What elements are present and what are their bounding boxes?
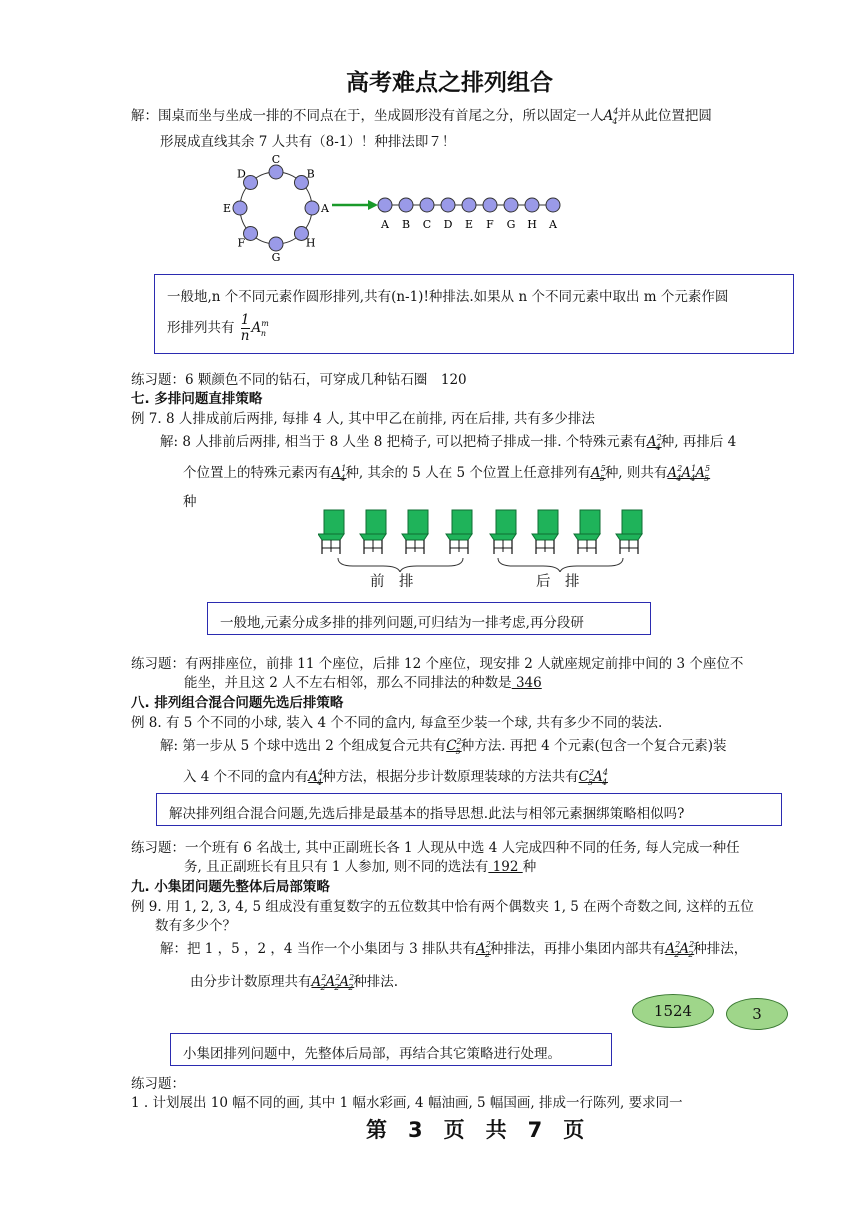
example-8: 例 8. 有 5 个不同的小球, 装入 4 个不同的盒内, 每盒至少装一个球, 共有多少不同的装法. <box>131 715 663 731</box>
line-node-label: H <box>527 218 537 231</box>
practice-7-line-2: 能坐，并且这 2 人不左右相邻，那么不同排法的种数是 346 <box>184 675 542 691</box>
practice-6: 练习题：6 颗颜色不同的钻石，可穿成几种钻石圈 120 <box>131 372 467 388</box>
practice-7-line-1: 练习题：有两排座位，前排 11 个座位，后排 12 个座位，现安排 2 人就座规定前排中间的 3 个座位不 <box>131 656 744 672</box>
circle-node-label: D <box>236 167 246 181</box>
page-footer: 第 3 页 共 7 页 <box>366 1118 585 1142</box>
circle-node-label: H <box>305 236 316 250</box>
circle-node-label: F <box>237 236 246 250</box>
page-title: 高考难点之排列组合 <box>346 70 553 96</box>
circle-node-label: E <box>222 202 232 215</box>
line-node <box>420 198 434 212</box>
line-node <box>462 198 476 212</box>
line-node-label: B <box>401 218 411 231</box>
example-7: 例 7. 8 人排成前后两排, 每排 4 人, 其中甲乙在前排, 丙在后排, 共有多少排法 <box>131 411 595 427</box>
line-node <box>504 198 518 212</box>
solution-1-line-2: 形展成直线其余 7 人共有（8-1）！种排法即７！ <box>160 134 456 150</box>
note-box-multirow: 一般地,元素分成多排的排列问题,可归结为一排考虑,再分段研 <box>207 602 651 635</box>
line-node-label: A <box>549 218 557 231</box>
oval-3: 3 <box>726 998 788 1030</box>
note-box-group: 小集团排列问题中，先整体后局部，再结合其它策略进行处理。 <box>170 1033 612 1066</box>
practice-9-heading: 练习题： <box>131 1076 185 1092</box>
note-box-mixed: 解决排列组合混合问题,先选后排是最基本的指导思想.此法与相邻元素捆绑策略相似吗? <box>156 793 782 826</box>
note-box-1-line-2: 形排列共有 $\frac{1}{n}$ $A^m_n$ <box>167 312 269 344</box>
practice-9-line-1: 1 . 计划展出 10 幅不同的画, 其中 1 幅水彩画, 4 幅油画, 5 幅国画, 排成一行陈列, 要求同一 <box>131 1095 683 1111</box>
arrow-head <box>368 200 378 210</box>
chair <box>402 510 428 554</box>
line-node <box>441 198 455 212</box>
chair <box>490 510 516 554</box>
chair <box>360 510 386 554</box>
solution-8-line-1: 解: 第一步从 5 个球中选出 2 个组成复合元共有$C^2_5$种方法. 再把 4 个元素(包含一个复合元素)装 <box>160 737 727 756</box>
circle-node-label: G <box>271 251 281 264</box>
line-node-label: C <box>422 218 432 231</box>
practice-8-answer: 192 <box>488 859 523 875</box>
solution-7-line-3: 种 <box>183 494 197 510</box>
chair <box>318 510 344 554</box>
circle-node <box>269 165 283 179</box>
line-node <box>378 198 392 212</box>
circle-node-label: B <box>306 167 315 181</box>
practice-8-line-1: 练习题：一个班有 6 名战士, 其中正副班长各 1 人现从中选 4 人完成四种不同的任务, 每人完成一种任 <box>131 840 740 856</box>
circle-node <box>233 201 247 215</box>
line-node-label: D <box>443 218 453 231</box>
example-9-line-2: 数有多少个？ <box>155 918 236 934</box>
circular-arrangement-diagram <box>220 148 580 266</box>
circle-node <box>305 201 319 215</box>
note-box-circular <box>154 274 794 354</box>
solution-8-line-2: 入 4 个不同的盒内有$A^4_4$种方法，根据分步计数原理装球的方法共有$C^2_5A^4_4$ <box>183 768 608 787</box>
solution-9-line-1: 解：把 1 ，5 ，2 ，4 当作一个小集团与 3 排队共有$A^2_2$种排法，再排小集团内部共有$A^2_2A^2_2$种排法， <box>160 940 748 959</box>
example-9-line-1: 例 9. 用 1, 2, 3, 4, 5 组成没有重复数字的五位数其中恰有两个偶数夹 1, 5 在两个奇数之间, 这样的五位 <box>131 899 754 915</box>
note-box-1-line-1: 一般地,n 个不同元素作圆形排列,共有(n-1)!种排法.如果从 n 个不同元素中取出 m 个元素作圆 <box>167 289 729 305</box>
practice-7-answer: 346 <box>511 675 542 691</box>
chair <box>446 510 472 554</box>
line-node <box>546 198 560 212</box>
line-node-label: A <box>381 218 389 231</box>
line-node-label: E <box>464 218 474 231</box>
front-row-label: 前 排 <box>370 574 414 590</box>
line-node <box>525 198 539 212</box>
chair <box>532 510 558 554</box>
line-node <box>483 198 497 212</box>
chairs-diagram <box>318 506 648 572</box>
circle-node-label: C <box>271 153 281 166</box>
circle-node-label: A <box>321 202 329 215</box>
solution-7-line-1: 解: 8 人排前后两排, 相当于 8 人坐 8 把椅子, 可以把椅子排成一排. 个特殊元素有$A^2_4$种, 再排后 4 <box>160 433 737 452</box>
section-7-heading: 七. 多排问题直排策略 <box>131 391 263 407</box>
oval-1524: 1524 <box>632 994 714 1028</box>
chair <box>574 510 600 554</box>
back-row-label: 后 排 <box>536 574 580 590</box>
circle-node <box>244 226 258 240</box>
line-node-label: G <box>506 218 516 231</box>
line-node <box>399 198 413 212</box>
chair <box>616 510 642 554</box>
circle-node <box>269 237 283 251</box>
section-8-heading: 八. 排列组合混合问题先选后排策略 <box>131 695 344 711</box>
solution-1-line-1: 解：围桌而坐与坐成一排的不同点在于，坐成圆形没有首尾之分，所以固定一人$A^4_4$并从此位置把圆 <box>131 107 712 126</box>
solution-7-line-2: 个位置上的特殊元素丙有$A^1_4$种, 其余的 5 人在 5 个位置上任意排列有$A^5_5$种, 则共有$A^2_4A^1_4A^5_5$ <box>183 464 711 483</box>
section-9-heading: 九. 小集团问题先整体后局部策略 <box>131 879 330 895</box>
solution-9-line-2: 由分步计数原理共有$A^2_2A^2_2A^2_2$种排法. <box>190 973 399 992</box>
practice-8-line-2: 务, 且正副班长有且只有 1 人参加, 则不同的选法有 192 种 <box>184 859 537 875</box>
line-node-label: F <box>486 218 494 231</box>
